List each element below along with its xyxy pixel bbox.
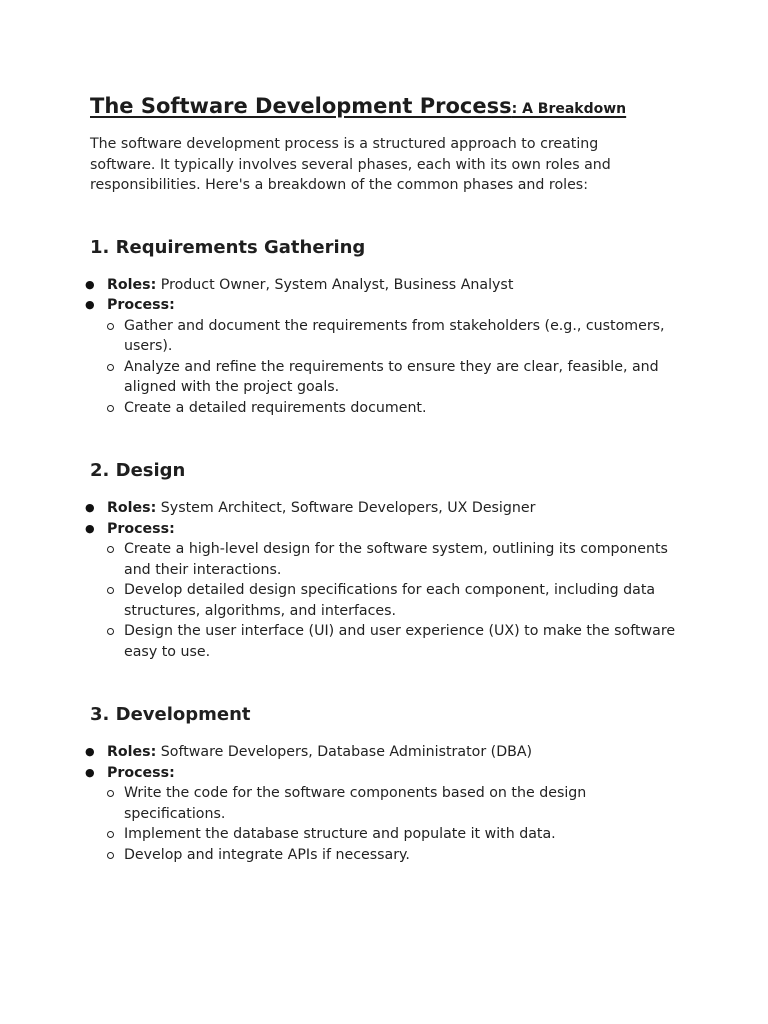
roles-label: Roles: [107, 276, 157, 293]
section-list-design [85, 498, 688, 662]
process-step: Develop detailed design specifications for each component, including data structures, algorithms, and interfaces. [107, 580, 688, 621]
process-step: Implement the database structure and populate it with data. [107, 824, 688, 845]
process-label: Process: [107, 297, 175, 313]
process-step: Design the user interface (UI) and user experience (UX) to make the software easy to use. [107, 621, 688, 662]
title-subtitle: : A Breakdown [511, 101, 627, 117]
process-label: Process: [107, 764, 175, 781]
roles-item [85, 742, 688, 763]
roles-item [85, 498, 688, 519]
bullet-circle-icon [107, 405, 114, 412]
process-item [85, 295, 688, 418]
bullet-circle-icon [107, 852, 114, 859]
roles-label: Roles: [107, 744, 157, 760]
bullet-circle-icon [107, 323, 114, 330]
process-step: Gather and document the requirements from stakeholders (e.g., customers, users). [107, 316, 688, 357]
process-step: Create a high-level design for the software system, outlining its components and their interactions. [107, 539, 688, 580]
bullet-dot-icon: ● [85, 765, 95, 779]
document-title [90, 92, 688, 123]
roles-value: Software Developers, Database Administrator (DBA) [160, 744, 533, 760]
process-item [85, 519, 688, 663]
bullet-circle-icon [107, 628, 114, 635]
bullet-dot-icon: ● [85, 521, 95, 535]
roles-value: System Architect, Software Developers, UX Designer [160, 500, 536, 516]
roles-label: Roles: [107, 500, 157, 516]
process-label: Process: [107, 520, 175, 537]
title-main: The Software Development Process [90, 94, 512, 118]
process-steps [107, 783, 688, 865]
bullet-circle-icon [107, 790, 114, 797]
process-steps [107, 316, 688, 419]
bullet-dot-icon: ● [85, 745, 95, 758]
process-steps [107, 539, 688, 662]
process-step: Analyze and refine the requirements to ensure they are clear, feasible, and aligned with the project goals. [107, 357, 688, 398]
bullet-dot-icon: ● [85, 298, 95, 311]
process-item [85, 763, 688, 866]
process-step: Write the code for the software components based on the design specifications. [107, 783, 688, 824]
roles-value: Product Owner, System Analyst, Business Analyst [160, 276, 514, 293]
intro-paragraph: The software development process is a structured approach to creating software. It typically involves several phases, each with its own roles and responsibilities. Here's a breakdown of the common phases and roles: [90, 136, 611, 193]
process-step: Develop and integrate APIs if necessary. [107, 845, 688, 866]
bullet-circle-icon [107, 587, 114, 594]
process-step: Create a detailed requirements document. [107, 398, 688, 419]
section-heading-requirements: 1. Requirements Gathering [90, 236, 366, 258]
section-list-requirements [85, 275, 688, 419]
section-heading-design: 2. Design [90, 460, 186, 481]
roles-item [85, 275, 688, 296]
bullet-circle-icon [107, 831, 114, 838]
section-list-development [85, 742, 688, 865]
bullet-circle-icon [107, 364, 114, 371]
section-heading-development: 3. Development [90, 704, 251, 725]
bullet-circle-icon [107, 546, 114, 553]
bullet-dot-icon: ● [85, 277, 95, 291]
bullet-dot-icon: ● [85, 501, 95, 514]
